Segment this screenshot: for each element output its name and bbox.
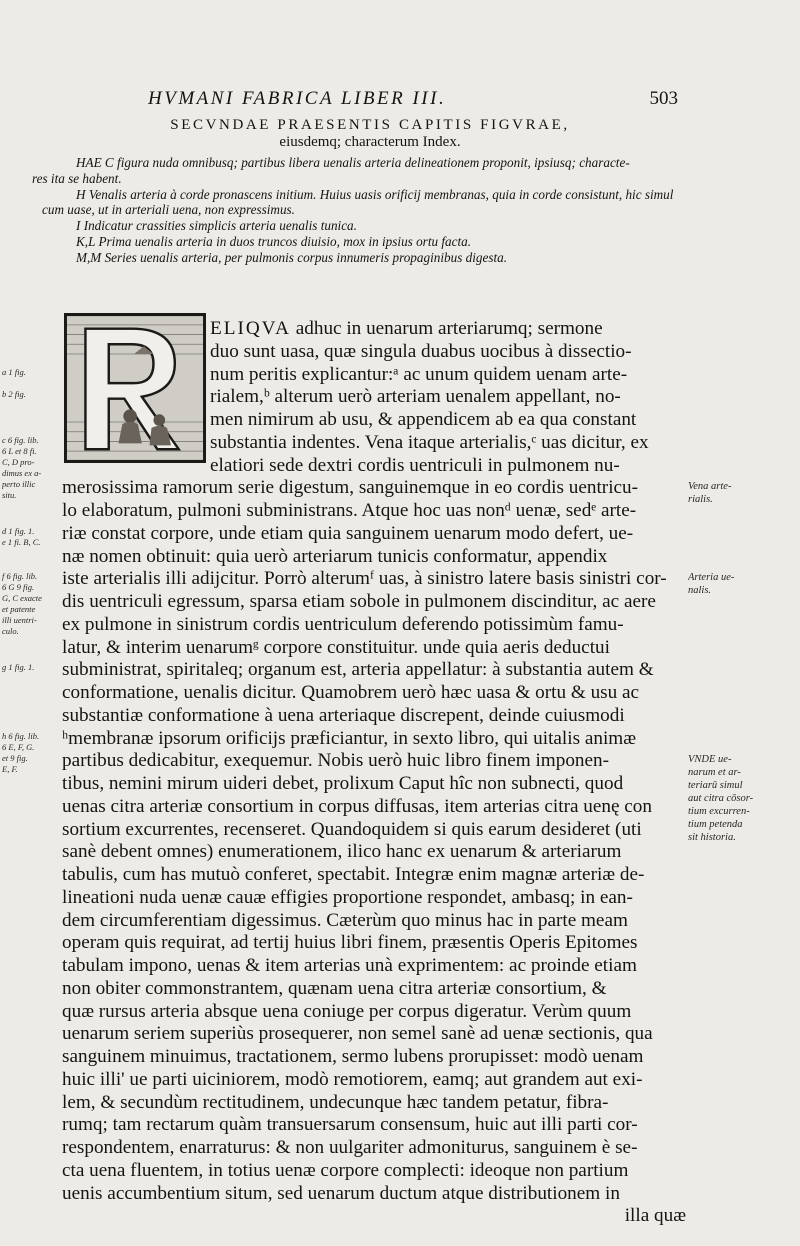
text-line: subministrat, spiritaleq; organum est, arteria appellatur: à substantia autem & xyxy=(62,659,654,681)
right-margin-note-line: Vena arte- xyxy=(688,481,732,493)
left-margin-note-line: b 2 fig. xyxy=(2,389,26,400)
left-margin-note-line: 6 G 9 fig. xyxy=(2,582,35,593)
text-line: sanè debent omnes) enumerationem, ilico hanc ex uenarum & arteriarum xyxy=(62,841,622,863)
right-margin-note-line: tium petenda xyxy=(688,819,743,831)
left-margin-note xyxy=(2,662,60,673)
text-line: quæ rursus arteria absque uena coniuge per corpus digeratur. Verùm quum xyxy=(62,1000,632,1022)
text-line: substantia indentes. Vena itaque arterialis,ᶜ uas dicitur, ex xyxy=(210,431,649,453)
text-line: respondentem, enarraturus: & non uulgariter admoniturus, sanguinem è se- xyxy=(62,1137,638,1158)
body-text xyxy=(62,318,686,1228)
text-line: operam quis requirat, ad tertij huius libri finem, præsentis Operis Epitomes xyxy=(62,932,638,954)
opening-word: ELIQVA xyxy=(210,318,291,339)
text-line: substantiæ conformatione à uena arteriaque discrepent, deinde cuiusmodi xyxy=(62,704,625,726)
left-margin-note-line: C, D pro- xyxy=(2,456,35,467)
text-line: latur, & interim uenarumᵍ corpore constituitur. unde quia aeris deductui xyxy=(62,636,610,658)
text-line: non obiter commonstrantem, quænam uena citra arteriæ consortium, & xyxy=(62,977,607,999)
right-margin-note-line: teriarū simul xyxy=(688,780,743,792)
right-margin-note-line: nalis. xyxy=(688,585,712,597)
left-margin-note-line: f 6 fig. lib. xyxy=(2,571,38,582)
right-margin-note-line: aut citra cōsor- xyxy=(688,793,754,805)
left-margin-note-line: G, C exacte xyxy=(2,593,42,604)
text-line: tabulam impono, uenas & item arterias unà exprimentem: ac proinde etiam xyxy=(62,955,637,976)
left-margin-note-line: e 1 fi. B, C. xyxy=(2,536,41,547)
right-margin-note xyxy=(688,753,798,844)
page-number: 503 xyxy=(649,88,678,109)
left-margin-note-line: situ. xyxy=(2,489,17,500)
right-margin-note-line: narum et ar- xyxy=(688,767,741,779)
left-margin-note-line: d 1 fig. 1. xyxy=(2,525,35,536)
text-line: uenis accumbentium situm, sed uenarum ductum atque distributionem in xyxy=(62,1182,620,1204)
text-line: partibus dedicabitur, exequemur. Nobis uerò huic libro finem imponen- xyxy=(62,750,610,772)
text-line: uenas citra arteriæ consortium in corpus diffusas, item arterias citra uenę con xyxy=(62,795,652,817)
text-line: tibus, nemini mirum uideri debet, prolixum Caput hîc non subnecti, quod xyxy=(62,773,624,794)
left-margin-note-line: g 1 fig. 1. xyxy=(2,662,35,673)
legend-line: K,L Prima uenalis arteria in duos truncos diuisio, mox in ipsius ortu facta. xyxy=(76,233,472,249)
text-line: lineationi nuda uenæ cauæ effigies proportione respondet, ambasq; in ean- xyxy=(62,886,633,908)
left-margin-note xyxy=(2,435,60,501)
left-margin-note-line: E, F. xyxy=(2,763,18,774)
text-line: uenarum seriem superiùs prosequerer, non semel sanè ad uenæ sectionis, qua xyxy=(62,1023,653,1045)
right-margin-note-line: tium excurren- xyxy=(688,806,750,818)
text-line: rialem,ᵇ alterum uerò arteriam uenalem appellant, no- xyxy=(210,386,621,408)
catchword: illa quæ xyxy=(624,1205,686,1227)
text-line: dem circumferentiam digessimus. Cæterùm quo minus hac in parte meam xyxy=(62,909,628,931)
figure-legend xyxy=(32,155,692,266)
legend-line: res ita se habent. xyxy=(32,170,122,186)
left-margin-note-line: perto illic xyxy=(2,478,36,489)
text-line: merosissima ramorum serie digestum, sanguinemque in eo cordis uentricu- xyxy=(62,477,639,499)
text-line: cta uena fluentem, in totius uenæ corpore complecti: ideoque non partium xyxy=(62,1159,629,1181)
left-margin-note-line: 6 E, F, G. xyxy=(2,741,35,752)
left-margin-note xyxy=(2,526,60,548)
figure-heading: SECVNDAE PRAESENTIS CAPITIS FIGVRAE, xyxy=(170,117,570,133)
text-line: sortium excurrentes, recenseret. Quandoquidem si quis earum desideret (uti xyxy=(62,818,642,840)
text-line: riæ constat corpore, unde etiam quia sanguinem uenarum modo defert, ue- xyxy=(62,522,634,544)
page-header xyxy=(148,88,678,114)
text-line: huic illi' ue parti uiciniorem, modò remotiorem, eamq; aut grandem aut exi- xyxy=(62,1068,643,1090)
text-line: ELIQVA adhuc in uenarum arteriarumq; sermone xyxy=(210,318,603,339)
text-line: næ nomen obtinuit: quia uerò arteriarum tunicis conformatur, appendix xyxy=(62,545,608,567)
right-margin-note-line: VNDE ue- xyxy=(688,754,732,766)
legend-line: M,M Series uenalis arteria, per pulmonis corpus innumeris propaginibus digesta. xyxy=(76,249,508,265)
left-margin-note-line: illi uentri- xyxy=(2,615,37,626)
right-margin-note-line: Arteria ue- xyxy=(688,572,735,584)
running-title: HVMANI FABRICA LIBER III. xyxy=(148,88,447,109)
text-line: tabulis, cum has mutuò conferet, spectabit. Integræ enim magnæ arteriæ de- xyxy=(62,864,645,885)
text-line: ʰmembranæ ipsorum orificijs præficiantur, in sexto libro, qui uitalis animæ xyxy=(62,727,637,749)
left-margin-note-line: a 1 fig. xyxy=(2,366,26,377)
left-margin-note xyxy=(2,731,60,775)
text-line: duo sunt uasa, quæ singula duabus uocibus à dissectio- xyxy=(210,340,632,362)
legend-line: cum uase, ut in arteriali uena, non expressimus. xyxy=(42,202,295,218)
left-margin-note-line: dimus ex a- xyxy=(2,467,42,478)
legend-line: HAE C figura nuda omnibusq; partibus libera uenalis arteria delineationem proponit, ipsiusq; characte- xyxy=(76,155,630,170)
text-line: num peritis explicantur:ᵃ ac unum quidem uenam arte- xyxy=(210,363,628,385)
text-line: lo elaboratum, pulmoni subministrans. Atque hoc uas nonᵈ uenæ, sedᵉ arte- xyxy=(62,500,637,521)
text-line: men nimirum ab usu, & appendicem ab ea qua constant xyxy=(210,409,637,430)
left-margin-note-line: culo. xyxy=(2,626,19,637)
left-margin-note-line: 6 L et 8 fi. xyxy=(2,445,37,456)
legend-line: H Venalis arteria à corde pronascens initium. Huius uasis orificij membranas, quia in corde consistunt, hic simul xyxy=(76,186,674,202)
right-margin-note-line: rialis. xyxy=(688,494,713,506)
right-margin-note xyxy=(688,571,798,597)
text-line: rumq; tam rectarum quàm transuersarum consensum, huic aut illi parti cor- xyxy=(62,1114,638,1136)
text-line: iste arterialis illi adijcitur. Porrò alterumᶠ uas, à sinistro latere basis sinistri cor- xyxy=(62,568,667,590)
text-line: conformatione, uenalis dicitur. Quamobrem uerò hæc uasa & ortu & usu ac xyxy=(62,682,640,703)
left-margin-note-line: et patente xyxy=(2,604,36,615)
left-margin-note-line: h 6 fig. lib. xyxy=(2,730,40,741)
left-margin-note-line: c 6 fig. lib. xyxy=(2,434,39,445)
legend-line: I Indicatur crassities simplicis arteria uenalis tunica. xyxy=(76,218,357,234)
left-margin-note xyxy=(2,389,60,400)
left-margin-note xyxy=(2,367,60,378)
left-margin-note xyxy=(2,571,60,637)
text-line: dis uentriculi egressum, sparsa etiam sobole in pulmonem discinditur, ac aere xyxy=(62,591,656,612)
text-line: elatiori sede dextri cordis uentriculi in pulmonem nu- xyxy=(210,454,620,476)
right-margin-note-line: sit historia. xyxy=(688,832,736,844)
text-line: sanguinem minuimus, tractationem, sermo lubens prorupisset: modò uenam xyxy=(62,1046,644,1067)
text-line: lem, & secundùm rectitudinem, undecunque hæc tandem petatur, fibra- xyxy=(62,1091,609,1113)
figure-subheading: eiusdemq; characterum Index. xyxy=(279,134,461,150)
right-margin-note xyxy=(688,480,798,506)
text-line: ex pulmone in sinistrum cordis uentriculum deferendo potissimùm famu- xyxy=(62,613,624,635)
left-margin-note-line: et 9 fig. xyxy=(2,752,28,763)
